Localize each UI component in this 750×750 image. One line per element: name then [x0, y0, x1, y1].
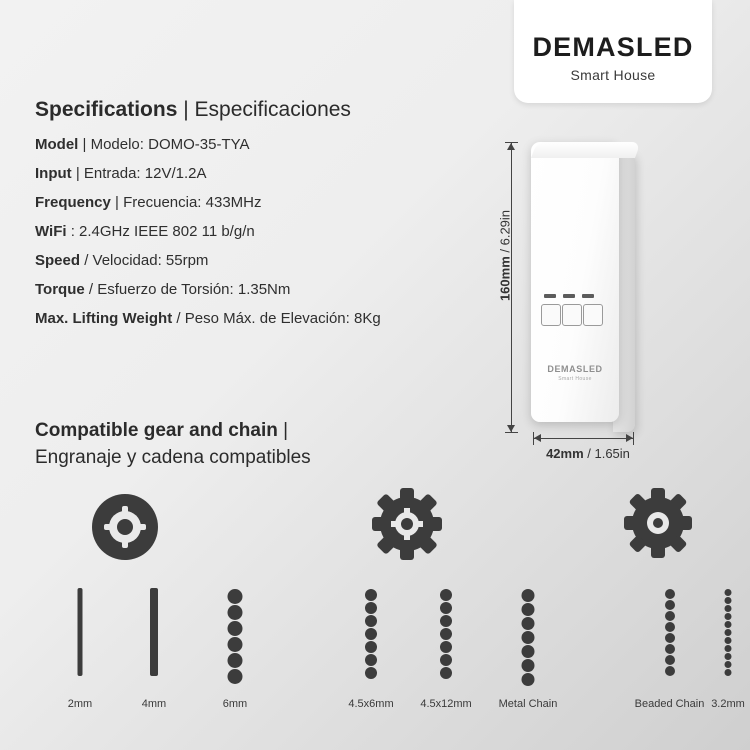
spec-row-input	[35, 165, 475, 183]
spec-row-speed	[35, 252, 475, 270]
chain-label: 4.5x12mm	[420, 698, 472, 710]
chain-label: 2mm	[67, 698, 93, 710]
chain-label: 6mm	[222, 698, 248, 710]
gear-cog-icon	[372, 488, 442, 565]
specifications-title	[35, 98, 475, 122]
gear-cog-small-icon	[624, 488, 692, 563]
chain-label: 3.2mm	[711, 698, 745, 710]
chain-label: 4mm	[141, 698, 167, 710]
width-value-mm: 42mm	[546, 446, 584, 461]
device-button-stop	[562, 304, 582, 326]
bead-chain-graphic	[228, 588, 243, 685]
device-top-face	[531, 142, 641, 158]
chain-sample-3-2mm	[698, 580, 750, 720]
chain-label: Metal Chain	[498, 698, 558, 710]
spec-key: Max. Lifting Weight	[35, 310, 173, 327]
spec-key: Torque	[35, 281, 85, 298]
device-logo: DEMASLED	[547, 364, 603, 374]
chain-label: 4.5x6mm	[348, 698, 394, 710]
width-value-in: / 1.65in	[587, 446, 630, 461]
height-value-in: / 6.29in	[497, 209, 513, 253]
compatible-gear-heading	[35, 418, 465, 472]
gear-heading-es: Engranaje y cadena compatibles	[35, 446, 311, 468]
arrow-right-icon	[626, 434, 633, 442]
spec-key: Frequency	[35, 194, 111, 211]
chain-samples-row	[0, 580, 750, 720]
arrow-up-icon	[507, 143, 515, 150]
led-indicator-icon	[582, 294, 594, 298]
spec-key: Speed	[35, 252, 81, 269]
brand-name: DEMASLED	[532, 32, 694, 62]
device-logo-tagline: Smart House	[558, 376, 592, 382]
specifications-title-en: Specifications	[35, 98, 178, 121]
bead-chain-graphic	[365, 588, 377, 680]
width-dimension-line	[533, 438, 633, 439]
height-dimension-label	[498, 186, 513, 326]
spec-row-frequency	[35, 194, 475, 212]
bead-chain-graphic	[665, 588, 675, 677]
device-diagram	[487, 128, 717, 473]
spec-value: : 2.4GHz IEEE 802 11 b/g/n	[70, 223, 255, 240]
spec-row-wifi	[35, 223, 475, 241]
bead-chain-graphic	[440, 588, 452, 680]
arrow-left-icon	[534, 434, 541, 442]
chain-sample-metal-chain	[483, 580, 573, 720]
gear-heading-en: Compatible gear and chain	[35, 420, 278, 441]
chain-sample-6mm	[200, 580, 270, 720]
spec-row-torque	[35, 281, 475, 299]
chain-sample-4-5x6mm	[331, 580, 411, 720]
device-button-up	[541, 304, 561, 326]
spec-value: | Entrada: 12V/1.2A	[75, 165, 207, 182]
spec-value: / Esfuerzo de Torsión: 1.35Nm	[88, 281, 291, 298]
spec-key: Model	[35, 136, 79, 153]
chain-label: Beaded Chain	[634, 698, 705, 710]
gear-ring-icon	[90, 492, 160, 567]
spec-key: Input	[35, 165, 72, 182]
spec-key: WiFi	[35, 223, 67, 240]
specifications-title-es: | Especificaciones	[183, 98, 351, 121]
specifications-section	[35, 98, 475, 339]
cord-graphic	[78, 588, 83, 676]
chain-sample-4mm	[124, 580, 184, 720]
spec-value: / Velocidad: 55rpm	[84, 252, 209, 269]
spec-row-max-lifting-weight	[35, 310, 475, 328]
cord-graphic	[150, 588, 158, 676]
arrow-down-icon	[507, 425, 515, 432]
spec-row-model	[35, 136, 475, 154]
height-dimension-cap-bottom	[505, 432, 518, 433]
chain-sample-2mm	[50, 580, 110, 720]
bead-chain-graphic	[522, 588, 535, 687]
height-value-mm: 160mm	[497, 256, 513, 302]
led-indicator-icon	[544, 294, 556, 298]
brand-card	[514, 0, 712, 103]
gear-heading-pipe: |	[283, 420, 289, 441]
width-dimension-cap-right	[633, 432, 634, 445]
chain-sample-4-5x12mm	[406, 580, 486, 720]
width-dimension-label	[523, 446, 653, 461]
led-indicator-icon	[563, 294, 575, 298]
spec-value: | Modelo: DOMO-35-TYA	[82, 136, 250, 153]
bead-chain-graphic	[725, 588, 732, 677]
device-button-down	[583, 304, 603, 326]
spec-value: / Peso Máx. de Elevación: 8Kg	[176, 310, 381, 327]
brand-tagline: Smart House	[570, 67, 656, 83]
spec-value: | Frecuencia: 433MHz	[115, 194, 262, 211]
